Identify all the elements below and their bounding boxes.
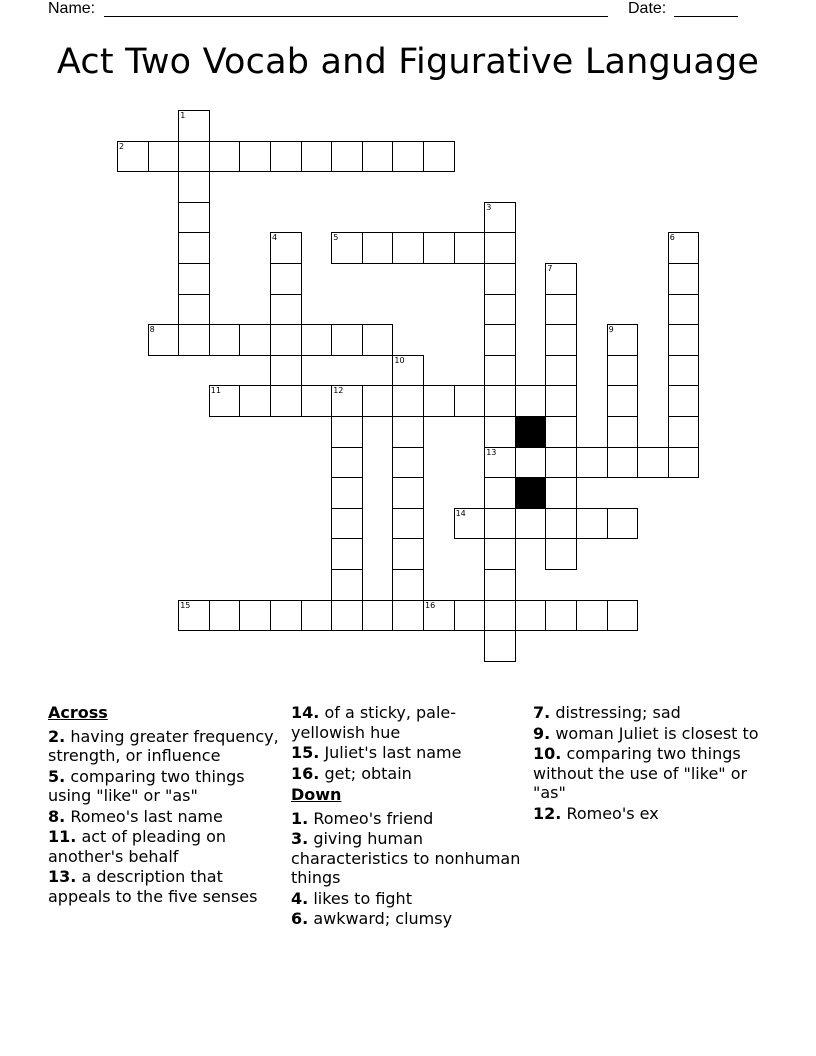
clue-across-16 xyxy=(291,764,527,784)
answer-square[interactable] xyxy=(545,477,577,509)
answer-square[interactable] xyxy=(484,324,516,356)
clue-number-label: 2 xyxy=(119,141,125,151)
answer-square[interactable] xyxy=(331,324,363,356)
answer-square[interactable] xyxy=(178,294,210,326)
answer-square[interactable] xyxy=(392,385,424,417)
answer-square[interactable] xyxy=(576,447,608,479)
clue-across-14 xyxy=(291,703,527,742)
clue-number: 9. xyxy=(533,723,551,743)
clue-down-9 xyxy=(533,724,769,744)
clue-number-label: 12 xyxy=(333,386,344,396)
clue-text: giving human characteristics to nonhuman things xyxy=(291,829,521,887)
answer-square[interactable] xyxy=(392,508,424,540)
answer-square[interactable] xyxy=(484,630,516,662)
clue-number: 12. xyxy=(533,803,562,823)
clue-across-15 xyxy=(291,743,527,763)
answer-square[interactable] xyxy=(637,447,669,479)
clue-number-label: 14 xyxy=(455,508,466,518)
answer-square[interactable] xyxy=(392,447,424,479)
clue-number: 15. xyxy=(291,743,320,762)
answer-square[interactable] xyxy=(331,416,363,448)
clue-text: Juliet's last name xyxy=(324,743,462,762)
clue-number: 3. xyxy=(291,829,309,848)
clue-text: get; obtain xyxy=(324,763,412,783)
answer-square[interactable] xyxy=(484,569,516,601)
answer-square[interactable] xyxy=(454,385,486,417)
clue-number: 1. xyxy=(291,808,309,828)
blocked-square xyxy=(515,416,547,448)
answer-square[interactable] xyxy=(239,600,271,632)
answer-square[interactable] xyxy=(392,141,424,173)
answer-square[interactable] xyxy=(454,600,486,632)
answer-square[interactable] xyxy=(484,538,516,570)
answer-square[interactable] xyxy=(515,600,547,632)
answer-square[interactable] xyxy=(331,600,363,632)
answer-square[interactable] xyxy=(270,324,302,356)
clue-number: 8. xyxy=(48,806,66,826)
answer-square[interactable] xyxy=(301,324,333,356)
answer-square[interactable] xyxy=(607,447,639,479)
clue-number: 10. xyxy=(533,744,562,763)
clue-text: act of pleading on another's behalf xyxy=(48,827,227,866)
answer-square[interactable] xyxy=(270,294,302,326)
clue-number-label: 10 xyxy=(394,355,405,365)
answer-square[interactable] xyxy=(301,600,333,632)
answer-square[interactable] xyxy=(362,232,394,264)
answer-square[interactable] xyxy=(270,355,302,387)
answer-square[interactable] xyxy=(362,324,394,356)
answer-square[interactable] xyxy=(484,355,516,387)
answer-square[interactable] xyxy=(331,477,363,509)
answer-square[interactable] xyxy=(484,600,516,632)
down-heading: Down xyxy=(291,785,342,804)
answer-square[interactable] xyxy=(178,324,210,356)
answer-square[interactable] xyxy=(668,263,700,295)
puzzle-title: Act Two Vocab and Figurative Language xyxy=(56,42,760,82)
name-label: Name: xyxy=(48,0,96,17)
answer-square[interactable] xyxy=(301,141,333,173)
answer-square[interactable] xyxy=(545,324,577,356)
clue-across-2 xyxy=(48,727,284,766)
answer-square[interactable] xyxy=(209,324,241,356)
clue-down-3 xyxy=(291,829,527,888)
answer-square[interactable] xyxy=(392,416,424,448)
clues-column-1 xyxy=(48,703,284,907)
answer-square[interactable] xyxy=(423,385,455,417)
answer-square[interactable] xyxy=(423,141,455,173)
clue-number-label: 1 xyxy=(180,111,186,120)
answer-square[interactable] xyxy=(545,416,577,448)
clue-number-label: 4 xyxy=(272,233,278,243)
answer-square[interactable] xyxy=(545,600,577,632)
answer-square[interactable] xyxy=(515,447,547,479)
answer-square[interactable] xyxy=(209,600,241,632)
answer-square[interactable] xyxy=(545,294,577,326)
answer-square[interactable] xyxy=(331,538,363,570)
answer-square[interactable] xyxy=(239,141,271,173)
answer-square[interactable] xyxy=(178,171,210,203)
clue-down-12 xyxy=(533,804,769,824)
answer-square[interactable] xyxy=(607,355,639,387)
answer-square[interactable] xyxy=(607,600,639,632)
clue-number-label: 11 xyxy=(210,386,221,396)
clue-text: having greater frequency, strength, or influence xyxy=(48,726,279,765)
clue-text: woman Juliet is closest to xyxy=(555,723,759,743)
clue-text: a description that appeals to the five senses xyxy=(48,867,258,906)
answer-square[interactable] xyxy=(270,600,302,632)
clue-number-label: 15 xyxy=(180,600,191,610)
answer-square[interactable] xyxy=(484,294,516,326)
answer-square[interactable] xyxy=(545,508,577,540)
clue-text: likes to fight xyxy=(313,888,412,908)
answer-square[interactable] xyxy=(454,232,486,264)
clues-column-3 xyxy=(533,703,769,824)
answer-square[interactable] xyxy=(178,232,210,264)
answer-square[interactable] xyxy=(576,508,608,540)
answer-square[interactable] xyxy=(484,416,516,448)
clue-across-11 xyxy=(48,827,284,866)
answer-square[interactable] xyxy=(668,416,700,448)
answer-square[interactable] xyxy=(301,385,333,417)
blocked-square xyxy=(515,477,547,509)
clue-number: 7. xyxy=(533,703,551,722)
clue-text: Romeo's last name xyxy=(70,806,223,826)
clue-text: Romeo's friend xyxy=(313,808,434,828)
clue-down-4 xyxy=(291,889,527,909)
clue-number-label: 16 xyxy=(425,600,436,610)
answer-square[interactable] xyxy=(331,569,363,601)
answer-square[interactable] xyxy=(270,263,302,295)
answer-square[interactable] xyxy=(607,385,639,417)
answer-square[interactable] xyxy=(515,385,547,417)
answer-square[interactable] xyxy=(239,385,271,417)
clues-column-2 xyxy=(291,703,527,930)
answer-square[interactable] xyxy=(545,447,577,479)
clue-number: 11. xyxy=(48,827,77,846)
answer-square[interactable] xyxy=(607,508,639,540)
clue-number-label: 3 xyxy=(486,202,492,212)
answer-square[interactable] xyxy=(484,385,516,417)
clue-text: Romeo's ex xyxy=(566,803,659,823)
date-label: Date: xyxy=(628,0,667,17)
clue-text: distressing; sad xyxy=(555,703,681,722)
clue-number: 13. xyxy=(48,867,77,886)
answer-square[interactable] xyxy=(392,232,424,264)
answer-square[interactable] xyxy=(331,141,363,173)
answer-square[interactable] xyxy=(178,141,210,173)
clue-number-label: 7 xyxy=(547,264,553,273)
answer-square[interactable] xyxy=(668,385,700,417)
answer-square[interactable] xyxy=(392,569,424,601)
answer-square[interactable] xyxy=(392,600,424,632)
clue-number-label: 8 xyxy=(149,325,155,335)
answer-square[interactable] xyxy=(545,538,577,570)
clue-number-label: 9 xyxy=(608,325,614,335)
clue-number: 16. xyxy=(291,763,320,783)
clue-down-1 xyxy=(291,809,527,829)
answer-square[interactable] xyxy=(362,600,394,632)
answer-square[interactable] xyxy=(362,385,394,417)
answer-square[interactable] xyxy=(239,324,271,356)
answer-square[interactable] xyxy=(484,263,516,295)
clue-number: 2. xyxy=(48,726,66,746)
clue-down-10 xyxy=(533,744,769,803)
answer-square[interactable] xyxy=(362,141,394,173)
clue-number: 6. xyxy=(291,909,309,928)
clue-number: 5. xyxy=(48,766,66,786)
answer-square[interactable] xyxy=(668,324,700,356)
answer-square[interactable] xyxy=(392,477,424,509)
across-heading: Across xyxy=(48,703,108,722)
answer-square[interactable] xyxy=(392,538,424,570)
answer-square[interactable] xyxy=(607,416,639,448)
clue-across-13 xyxy=(48,867,284,906)
clue-text: comparing two things without the use of "like" or "as" xyxy=(533,744,748,802)
clue-across-5 xyxy=(48,767,284,806)
clue-text: of a sticky, pale-yellowish hue xyxy=(291,703,457,742)
answer-square[interactable] xyxy=(484,232,516,264)
clue-down-6 xyxy=(291,909,527,929)
answer-square[interactable] xyxy=(668,294,700,326)
answer-square[interactable] xyxy=(331,508,363,540)
clue-text: comparing two things using "like" or "as" xyxy=(48,766,245,805)
clue-number: 4. xyxy=(291,888,309,908)
answer-square[interactable] xyxy=(270,385,302,417)
clue-number-label: 6 xyxy=(669,233,675,243)
clue-number: 14. xyxy=(291,703,320,722)
clue-number-label: 13 xyxy=(486,447,497,457)
answer-square[interactable] xyxy=(178,263,210,295)
answer-square[interactable] xyxy=(331,447,363,479)
answer-square[interactable] xyxy=(484,477,516,509)
answer-square[interactable] xyxy=(576,600,608,632)
clue-text: awkward; clumsy xyxy=(313,909,453,928)
answer-square[interactable] xyxy=(423,232,455,264)
answer-square[interactable] xyxy=(668,355,700,387)
clue-down-7 xyxy=(533,703,769,723)
answer-square[interactable] xyxy=(209,141,241,173)
answer-square[interactable] xyxy=(545,385,577,417)
answer-square[interactable] xyxy=(148,141,180,173)
clue-number-label: 5 xyxy=(333,233,339,243)
answer-square[interactable] xyxy=(545,355,577,387)
answer-square[interactable] xyxy=(668,447,700,479)
clue-across-8 xyxy=(48,807,284,827)
answer-square[interactable] xyxy=(270,141,302,173)
answer-square[interactable] xyxy=(484,508,516,540)
answer-square[interactable] xyxy=(515,508,547,540)
answer-square[interactable] xyxy=(178,202,210,234)
